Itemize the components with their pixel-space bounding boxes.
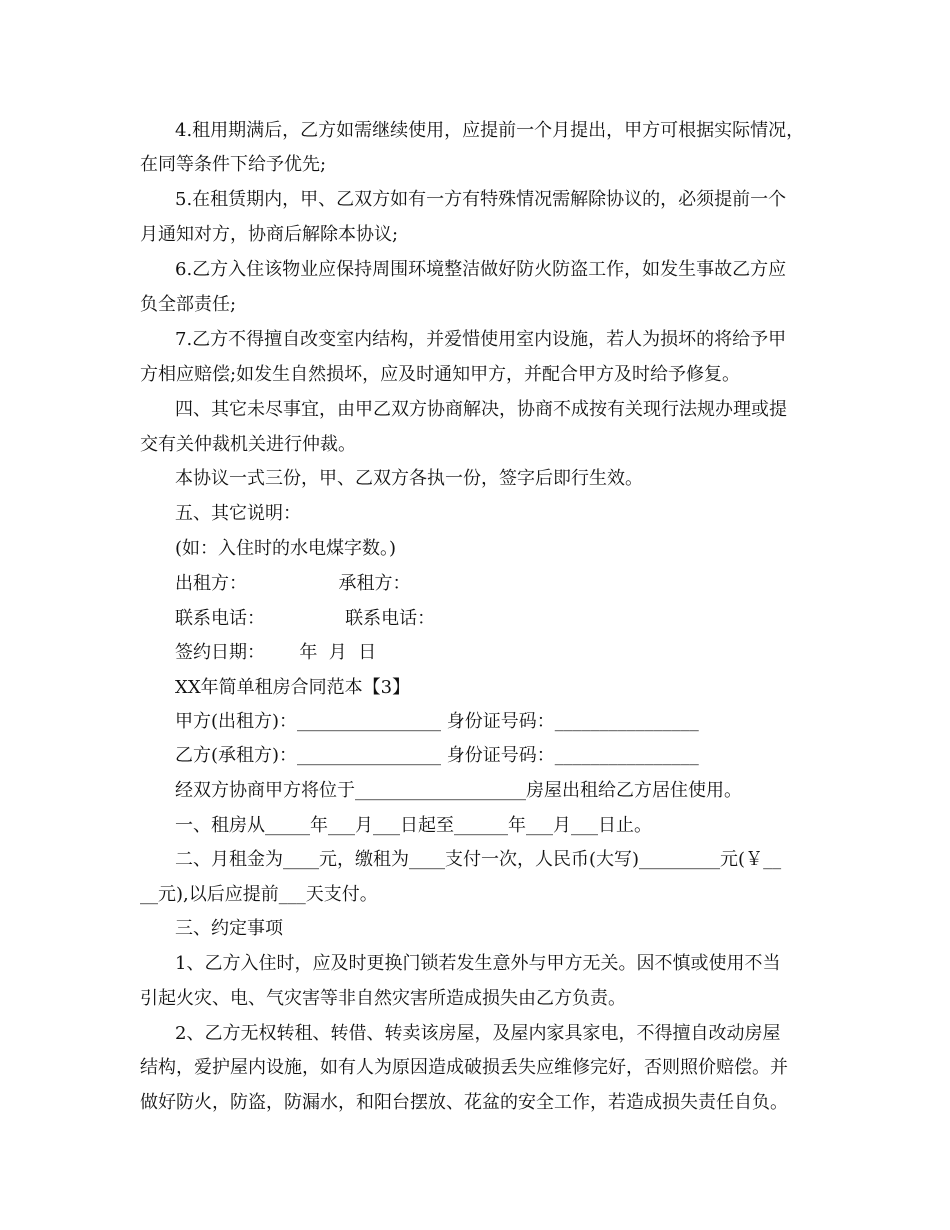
clause-6-line-1: 6.乙方入住该物业应保持周围环境整洁做好防火防盗工作，如发生事故乙方应 — [175, 259, 787, 280]
party-b-line: 乙方(承租方)：________________ 身份证号码：________________ — [175, 745, 699, 766]
section-5-note: (如：入住时的水电煤字数。) — [175, 538, 397, 559]
matter-2-line-1: 2、乙方无权转租、转借、转卖该房屋，及屋内家具家电，不得擅自改动房屋 — [175, 1023, 781, 1044]
matter-1-line-1: 1、乙方入住时，应及时更换门锁若发生意外与甲方无关。因不慎或使用不当 — [175, 953, 781, 974]
clause-4-line-2: 在同等条件下给予优先; — [140, 154, 327, 175]
matter-2-line-2: 结构，爱护屋内设施，如有人为原因造成破损丢失应维修完好，否则照价赔偿。并 — [140, 1057, 788, 1078]
clause-7-line-1: 7.乙方不得擅自改变室内结构，并爱惜使用室内设施，若人为损坏的将给予甲 — [175, 329, 787, 350]
clause-7-line-2: 方相应赔偿;如发生自然损坏，应及时通知甲方，并配合甲方及时给予修复。 — [140, 364, 741, 385]
clause-4-line-1: 4.租用期满后，乙方如需继续使用，应提前一个月提出，甲方可根据实际情况， — [175, 120, 805, 141]
clause-5-line-2: 月通知对方，协商后解除本协议; — [140, 224, 399, 245]
lease-term-line: 一、租房从_____年___月___日起至______年___月___日止。 — [175, 815, 652, 836]
signature-phones: 联系电话： 联系电话： — [175, 608, 436, 629]
clause-6-line-2: 负全部责任; — [140, 294, 237, 315]
contract-title: XX年简单租房合同范本【3】 — [175, 677, 411, 698]
matter-1-line-2: 引起火灾、电、气灾害等非自然灾害所造成损失由乙方负责。 — [140, 988, 626, 1009]
party-a-line: 甲方(出租方)：________________ 身份证号码：________________ — [175, 711, 699, 732]
section-5-heading: 五、其它说明： — [175, 503, 301, 524]
copies-statement: 本协议一式三份，甲、乙双方各执一份，签字后即行生效。 — [175, 468, 643, 489]
clause-5-line-1: 5.在租赁期内，甲、乙双方如有一方有特殊情况需解除协议的，必须提前一个 — [175, 189, 787, 210]
section-4-line-2: 交有关仲裁机关进行仲裁。 — [140, 434, 356, 455]
signature-parties: 出租方： 承租方： — [175, 573, 411, 594]
rent-line-1: 二、月租金为____元，缴租为____支付一次，人民币(大写)_________元(￥__ — [175, 849, 782, 870]
signing-date: 签约日期： 年 月 日 — [175, 642, 377, 663]
agreed-matters-heading: 三、约定事项 — [175, 918, 283, 939]
matter-2-line-3: 做好防火，防盗，防漏水，和阳台摆放、花盆的安全工作，若造成损失责任自负。 — [140, 1092, 788, 1113]
rent-line-2: __元),以后应提前___天支付。 — [140, 884, 378, 905]
premises-line: 经双方协商甲方将位于___________________房屋出租给乙方居住使用。 — [175, 780, 742, 801]
section-4-line-1: 四、其它未尽事宜，由甲乙双方协商解决，协商不成按有关现行法规办理或提 — [175, 399, 787, 420]
